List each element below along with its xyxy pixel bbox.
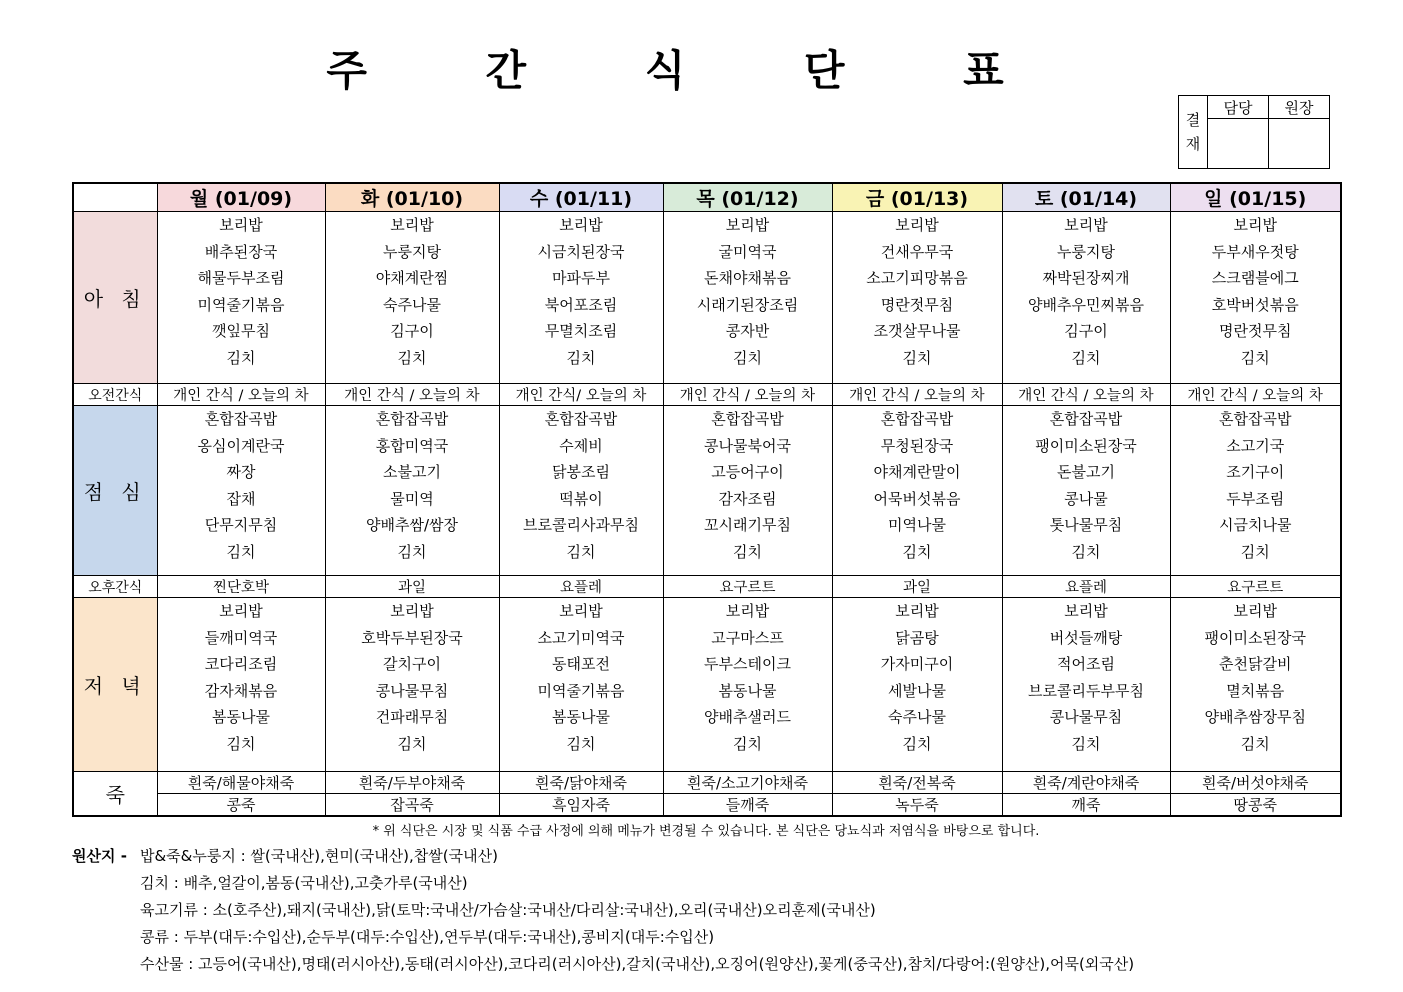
approval-sign-director[interactable]: [1269, 119, 1330, 169]
menu-item: 김치: [1071, 542, 1101, 561]
menu-item: 보리밥: [559, 216, 603, 234]
menu-item: 고구마스프: [711, 628, 784, 647]
day-header: 화 (01/10): [325, 183, 499, 212]
porridge-cell: 잡곡죽: [325, 794, 499, 817]
menu-item: 미역나물: [888, 516, 946, 534]
menu-note: * 위 식단은 시장 및 식품 수급 사정에 의해 메뉴가 변경될 수 있습니다. 본 식단은 당뇨식과 저염식을 바탕으로 합니다.: [372, 824, 1040, 839]
menu-item: 물미역: [390, 489, 434, 508]
menu-item: 조갯살무나물: [873, 322, 961, 340]
menu-item: 양배추쌈장무침: [1204, 708, 1306, 726]
menu-item: 김치: [397, 734, 427, 753]
menu-item: 보리밥: [1233, 216, 1277, 234]
origin-line: 육고기류 : 소(호주산),돼지(국내산),닭(토막:국내산/가슴살:국내산/다리살:국내산),오리(국내산)오리훈제(국내산): [140, 901, 876, 919]
morning-snack-cell: 개인 간식/ 오늘의 차: [499, 384, 663, 406]
menu-item: 떡볶이: [559, 489, 603, 508]
afternoon-snack-cell: 요플레: [1002, 576, 1170, 598]
menu-item: 김치: [902, 348, 932, 367]
menu-item: 보리밥: [559, 602, 603, 620]
breakfast-cell: [499, 212, 663, 384]
menu-item: 보리밥: [895, 602, 939, 620]
menu-item: 양배추쌈/쌈장: [366, 516, 458, 534]
menu-item: 호박두부된장국: [361, 628, 463, 647]
menu-item: 꼬시래기무침: [704, 516, 791, 534]
origin-label: 원산지 -: [72, 847, 127, 865]
menu-item: 시래기된장조림: [696, 295, 799, 314]
menu-item: 어묵버섯볶음: [873, 489, 961, 508]
dinner-cell: [832, 598, 1002, 772]
afternoon-snack-cell: 요구르트: [663, 576, 832, 598]
menu-item: 김치: [1240, 734, 1270, 753]
menu-item: 김치: [1071, 734, 1101, 753]
menu-item: 콩나물무침: [1049, 708, 1123, 726]
menu-item: 혼합잡곡밥: [375, 410, 449, 428]
day-header: 일 (01/15): [1170, 183, 1341, 212]
menu-item: 굴미역국: [718, 242, 777, 261]
menu-item: 스크램블에그: [1211, 269, 1299, 287]
menu-item: 김치: [1240, 348, 1270, 367]
origin-line: 원산지 - 밥&죽&누룽지 : 쌀(국내산),현미(국내산),찹쌀(국내산): [72, 843, 1134, 870]
porridge-cell: 녹두죽: [832, 794, 1002, 817]
afternoon-snack-cell: 과일: [832, 576, 1002, 598]
dinner-cell: [499, 598, 663, 772]
menu-item: 건파래무침: [375, 708, 449, 726]
lunch-cell: [832, 406, 1002, 576]
afternoon-snack-cell: 요플레: [499, 576, 663, 598]
menu-item: 홍합미역국: [375, 436, 449, 455]
lunch-cell: [663, 406, 832, 576]
menu-item: 들깨미역국: [204, 628, 278, 647]
menu-item: 김치: [902, 542, 932, 561]
menu-item: 보리밥: [219, 602, 263, 620]
menu-item: 봄동나물: [718, 681, 777, 700]
menu-item: 브로콜리두부무침: [1028, 681, 1144, 700]
menu-item: 소불고기: [383, 463, 441, 481]
menu-item: 숙주나물: [383, 295, 441, 314]
menu-item: 보리밥: [1064, 602, 1108, 620]
breakfast-label: 아 침: [73, 212, 157, 384]
menu-item: 김치: [397, 542, 427, 561]
day-header: 금 (01/13): [832, 183, 1002, 212]
menu-item: 콩나물북어국: [704, 436, 791, 455]
menu-item: 버섯들깨탕: [1049, 628, 1123, 647]
menu-item: 숙주나물: [888, 708, 946, 726]
origin-line: 김치 : 배추,얼갈이,봄동(국내산),고춧가루(국내산): [140, 874, 468, 892]
menu-item: 보리밥: [895, 216, 939, 234]
menu-item: 톳나물무침: [1049, 516, 1123, 534]
approval-label: 결재: [1179, 96, 1208, 169]
menu-item: 팽이미소된장국: [1035, 436, 1137, 455]
menu-item: 잡채: [226, 489, 256, 508]
breakfast-cell: [1002, 212, 1170, 384]
menu-item: 두부새우젓탕: [1211, 242, 1299, 261]
menu-item: 시금치된장국: [537, 242, 625, 261]
menu-item: 배추된장국: [204, 242, 278, 261]
menu-item: 보리밥: [390, 216, 434, 234]
day-header: 토 (01/14): [1002, 183, 1170, 212]
afternoon-snack-cell: 요구르트: [1170, 576, 1341, 598]
menu-item: 짜박된장찌개: [1042, 269, 1130, 287]
breakfast-cell: [1170, 212, 1341, 384]
menu-item: 혼합잡곡밥: [711, 410, 784, 428]
menu-item: 옹심이계란국: [197, 436, 285, 455]
menu-item: 코다리조림: [204, 655, 278, 673]
breakfast-cell: [663, 212, 832, 384]
menu-item: 보리밥: [1233, 602, 1277, 620]
breakfast-cell: [325, 212, 499, 384]
menu-item: 무멸치조림: [544, 322, 618, 340]
menu-item: 보리밥: [390, 602, 434, 620]
menu-item: 김치: [226, 734, 256, 753]
morning-snack-label: 오전간식: [73, 384, 157, 406]
menu-item: 혼합잡곡밥: [204, 410, 278, 428]
lunch-cell: [1002, 406, 1170, 576]
day-header: 월 (01/09): [157, 183, 325, 212]
porridge-cell: 흰죽/전복죽: [832, 772, 1002, 794]
menu-item: 김치: [1071, 348, 1101, 367]
menu-item: 양배추우민찌볶음: [1028, 295, 1144, 314]
menu-item: 가자미구이: [880, 655, 954, 673]
menu-item: 소고기국: [1226, 436, 1285, 455]
menu-item: 브로콜리사과무침: [523, 516, 639, 534]
menu-item: 김구이: [390, 322, 434, 340]
menu-item: 수제비: [559, 436, 603, 455]
menu-item: 김치: [733, 348, 762, 367]
approval-box: [1178, 95, 1330, 169]
menu-item: 혼합잡곡밥: [880, 410, 954, 428]
menu-item: 봄동나물: [212, 708, 270, 726]
origin-line: 수산물 : 고등어(국내산),명태(러시아산),동태(러시아산),코다리(러시아산),갈치(국내산),오징어(원양산),꽃게(중국산),참치/다랑어:(원양산),어묵(외국산): [140, 955, 1135, 973]
morning-snack-cell: 개인 간식 / 오늘의 차: [663, 384, 832, 406]
menu-item: 혼합잡곡밥: [1049, 410, 1123, 428]
menu-item: 북어포조림: [544, 295, 618, 314]
porridge-cell: 들깨죽: [663, 794, 832, 817]
lunch-label: 점 심: [73, 406, 157, 576]
menu-item: 혼합잡곡밥: [1219, 410, 1292, 428]
menu-item: 콩나물무침: [375, 681, 449, 700]
menu-item: 보리밥: [1064, 216, 1108, 234]
approval-sign-manager[interactable]: [1208, 119, 1269, 169]
menu-item: 두부스테이크: [704, 655, 791, 673]
menu-item: 미역줄기볶음: [537, 681, 625, 700]
corner-cell: [73, 183, 157, 212]
menu-item: 김치: [566, 348, 596, 367]
menu-item: 미역줄기볶음: [197, 295, 285, 314]
day-header: 수 (01/11): [499, 183, 663, 212]
menu-item: 김구이: [1064, 322, 1108, 340]
dinner-label: 저 녁: [73, 598, 157, 772]
menu-item: 해물두부조림: [197, 269, 285, 287]
menu-item: 닭봉조림: [552, 463, 610, 481]
menu-item: 김치: [1240, 542, 1270, 561]
approval-col-director: 원장: [1269, 96, 1330, 119]
menu-item: 소고기미역국: [537, 628, 625, 647]
lunch-cell: [157, 406, 325, 576]
menu-item: 호박버섯볶음: [1211, 295, 1299, 314]
menu-item: 콩나물: [1064, 489, 1108, 508]
afternoon-snack-cell: 찐단호박: [157, 576, 325, 598]
menu-item: 깻잎무침: [212, 322, 270, 340]
morning-snack-cell: 개인 간식 / 오늘의 차: [1170, 384, 1341, 406]
lunch-cell: [499, 406, 663, 576]
porridge-cell: 흰죽/소고기야채죽: [663, 772, 832, 794]
lunch-cell: [325, 406, 499, 576]
menu-item: 동태포전: [552, 655, 610, 673]
menu-item: 보리밥: [725, 216, 770, 234]
weekly-menu-table: [72, 182, 1342, 817]
dinner-cell: [663, 598, 832, 772]
porridge-cell: 땅콩죽: [1170, 794, 1341, 817]
lunch-cell: [1170, 406, 1341, 576]
menu-item: 두부조림: [1226, 489, 1285, 508]
afternoon-snack-label: 오후간식: [73, 576, 157, 598]
menu-item: 건새우무국: [880, 242, 954, 261]
menu-item: 팽이미소된장국: [1204, 628, 1306, 647]
menu-item: 명란젓무침: [1219, 322, 1292, 340]
menu-item: 야채계란찜: [375, 269, 449, 287]
menu-item: 보리밥: [219, 216, 263, 234]
menu-item: 감자조림: [718, 489, 777, 508]
menu-item: 누룽지탕: [1057, 242, 1115, 261]
approval-col-manager: 담당: [1208, 96, 1269, 119]
menu-item: 김치: [397, 348, 427, 367]
menu-item: 감자채볶음: [204, 681, 278, 700]
morning-snack-cell: 개인 간식 / 오늘의 차: [157, 384, 325, 406]
menu-item: 보리밥: [725, 602, 770, 620]
menu-item: 단무지무침: [204, 516, 278, 534]
porridge-cell: 흰죽/계란야채죽: [1002, 772, 1170, 794]
morning-snack-cell: 개인 간식 / 오늘의 차: [1002, 384, 1170, 406]
porridge-cell: 깨죽: [1002, 794, 1170, 817]
breakfast-cell: [832, 212, 1002, 384]
menu-item: 시금치나물: [1219, 516, 1292, 534]
origin-section: [72, 843, 1134, 978]
menu-item: 김치: [226, 348, 256, 367]
menu-item: 고등어구이: [711, 463, 784, 481]
morning-snack-cell: 개인 간식 / 오늘의 차: [832, 384, 1002, 406]
menu-item: 야채계란말이: [873, 463, 961, 481]
origin-line: 콩류 : 두부(대두:수입산),순두부(대두:수입산),연두부(대두:국내산),콩비지(대두:수입산): [140, 928, 715, 946]
menu-item: 김치: [733, 734, 762, 753]
dinner-cell: [1002, 598, 1170, 772]
menu-item: 적어조림: [1057, 655, 1115, 673]
menu-item: 갈치구이: [383, 655, 441, 673]
menu-item: 김치: [566, 734, 596, 753]
menu-item: 양배추샐러드: [704, 708, 791, 726]
menu-item: 혼합잡곡밥: [544, 410, 618, 428]
breakfast-cell: [157, 212, 325, 384]
menu-item: 무청된장국: [880, 436, 954, 455]
menu-item: 김치: [902, 734, 932, 753]
menu-item: 누룽지탕: [383, 242, 441, 261]
porridge-cell: 흰죽/닭야채죽: [499, 772, 663, 794]
porridge-cell: 흰죽/두부야채죽: [325, 772, 499, 794]
dinner-cell: [325, 598, 499, 772]
menu-item: 소고기피망볶음: [866, 269, 968, 287]
porridge-cell: 흰죽/해물야채죽: [157, 772, 325, 794]
menu-item: 닭곰탕: [895, 628, 939, 647]
day-header: 목 (01/12): [663, 183, 832, 212]
porridge-cell: 흰죽/버섯야채죽: [1170, 772, 1341, 794]
menu-item: 김치: [226, 542, 256, 561]
menu-item: 명란젓무침: [880, 295, 954, 314]
afternoon-snack-cell: 과일: [325, 576, 499, 598]
menu-item: 김치: [566, 542, 596, 561]
menu-item: 춘천닭갈비: [1219, 655, 1292, 673]
porridge-cell: 콩죽: [157, 794, 325, 817]
dinner-cell: [1170, 598, 1341, 772]
menu-item: 조기구이: [1226, 463, 1285, 481]
menu-item: 돈채야채볶음: [704, 269, 791, 287]
dinner-cell: [157, 598, 325, 772]
porridge-cell: 흑임자죽: [499, 794, 663, 817]
menu-item: 돈불고기: [1057, 463, 1115, 481]
menu-item: 봄동나물: [552, 708, 610, 726]
menu-item: 세발나물: [888, 681, 946, 700]
menu-item: 김치: [733, 542, 762, 561]
menu-item: 콩자반: [725, 322, 770, 340]
page-title: 주 간 식 단 표: [326, 46, 1056, 95]
menu-item: 짜장: [226, 463, 256, 481]
menu-item: 멸치볶음: [1226, 681, 1285, 700]
porridge-label: 죽: [73, 772, 157, 817]
menu-item: 마파두부: [552, 269, 610, 287]
morning-snack-cell: 개인 간식 / 오늘의 차: [325, 384, 499, 406]
